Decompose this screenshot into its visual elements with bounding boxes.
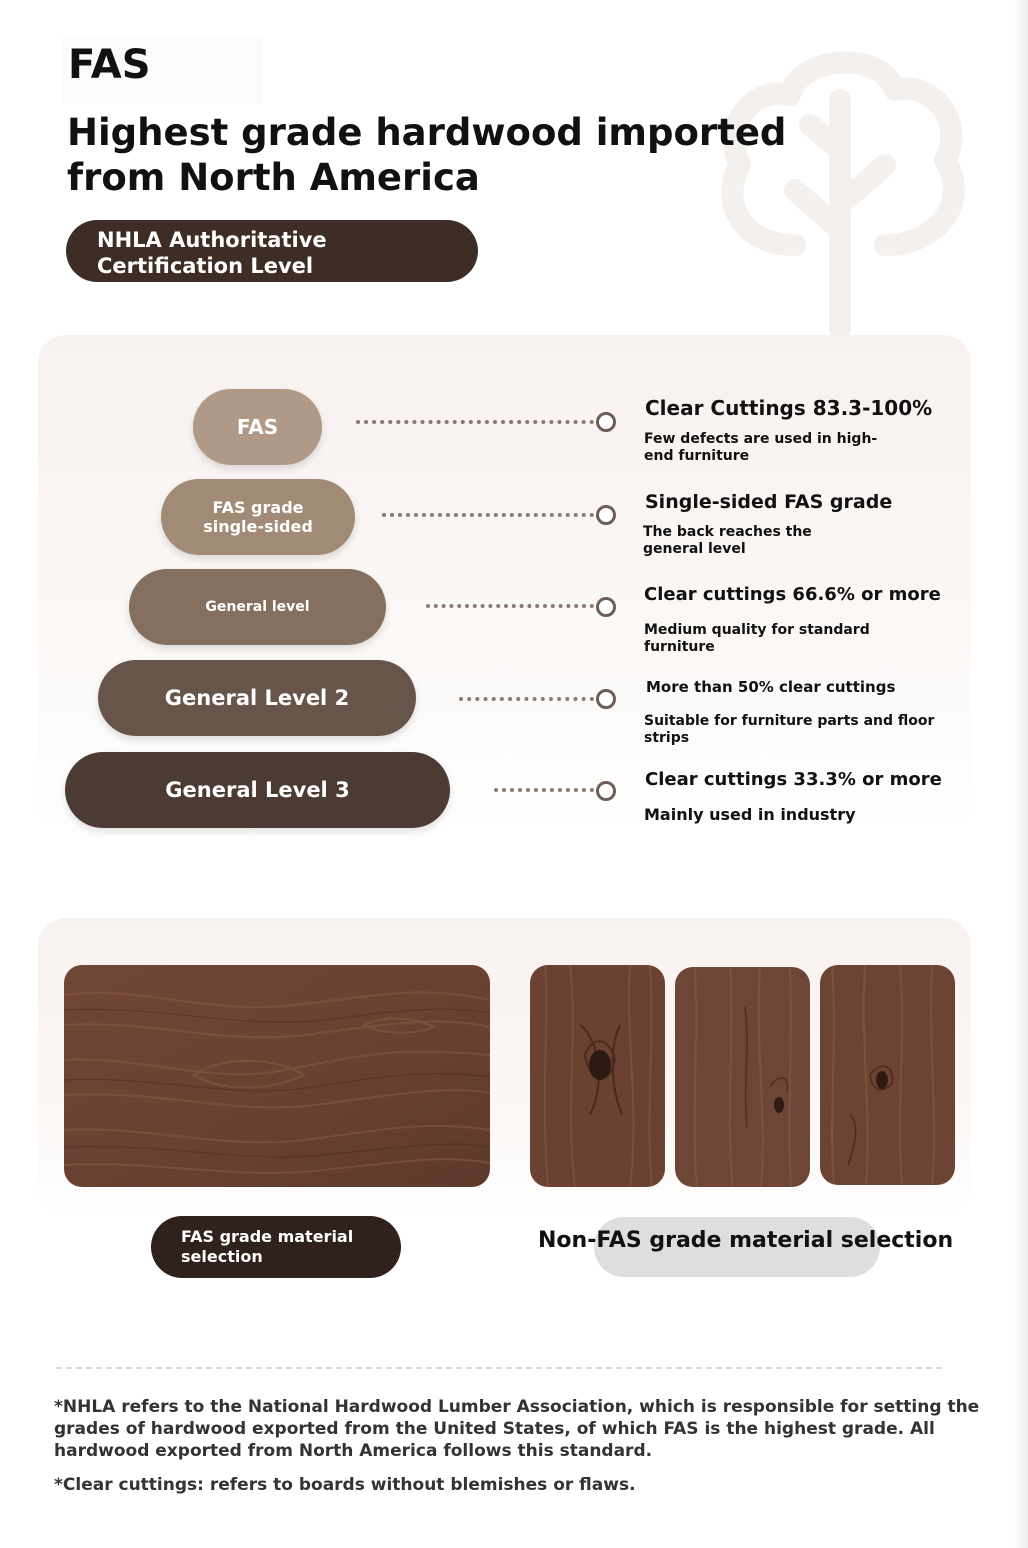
- grade-title: Clear cuttings 66.6% or more: [644, 584, 941, 605]
- clear-cuttings-footnote: *Clear cuttings: refers to boards without blemishes or flaws.: [54, 1475, 636, 1495]
- ring-icon: [596, 689, 616, 709]
- grade-pill-fas-single-sided: FAS grade single-sided: [161, 479, 355, 555]
- edge-shadow: [1014, 0, 1028, 1548]
- ring-icon: [596, 412, 616, 432]
- connector-dots: [426, 604, 594, 608]
- grade-title: More than 50% clear cuttings: [646, 678, 896, 696]
- grade-title: Single-sided FAS grade: [645, 491, 893, 513]
- divider: [56, 1367, 942, 1369]
- grade-description: Few defects are used in high-end furniture: [644, 431, 878, 464]
- grade-pill-general-level: General level: [129, 569, 386, 645]
- fas-material-badge: [151, 1216, 401, 1278]
- certification-text: NHLA Authoritative Certification Level: [97, 227, 327, 278]
- ring-icon: [596, 505, 616, 525]
- grade-description: Suitable for furniture parts and floor strips: [644, 713, 935, 746]
- connector-dots: [459, 697, 594, 701]
- grade-title: Clear Cuttings 83.3-100%: [645, 396, 933, 420]
- nonfas-wood-image-1: [530, 965, 665, 1187]
- grade-description: The back reaches the general level: [643, 524, 812, 557]
- title-tag: [62, 38, 262, 104]
- title-tag-text: FAS: [68, 42, 151, 88]
- ring-icon: [596, 781, 616, 801]
- grade-pill-general-level-2: General Level 2: [98, 660, 416, 736]
- headline: Highest grade hardwood imported from North America: [67, 111, 787, 199]
- connector-dots: [382, 513, 594, 517]
- nonfas-wood-image-3: [820, 965, 955, 1185]
- ring-icon: [596, 597, 616, 617]
- connector-dots: [356, 420, 594, 424]
- nhla-footnote: *NHLA refers to the National Hardwood Lumber Association, which is responsible for setting the grades of hardwood exported from the United States, of which FAS is the highest grade. All hardwood exported from North America follows this standard.: [54, 1397, 980, 1461]
- grade-title: Clear cuttings 33.3% or more: [645, 769, 942, 790]
- grade-pill-general-level-3: General Level 3: [65, 752, 450, 828]
- grade-description: Mainly used in industry: [644, 805, 856, 824]
- connector-dots: [494, 788, 594, 792]
- nonfas-material-label: Non-FAS grade material selection: [538, 1228, 954, 1253]
- fas-material-label: FAS grade material selection: [181, 1227, 354, 1266]
- fas-wood-image: [64, 965, 490, 1187]
- grade-description: Medium quality for standard furniture: [644, 622, 870, 655]
- certification-badge: [66, 220, 478, 282]
- nonfas-wood-image-2: [675, 967, 810, 1187]
- grade-pill-fas: FAS: [193, 389, 322, 465]
